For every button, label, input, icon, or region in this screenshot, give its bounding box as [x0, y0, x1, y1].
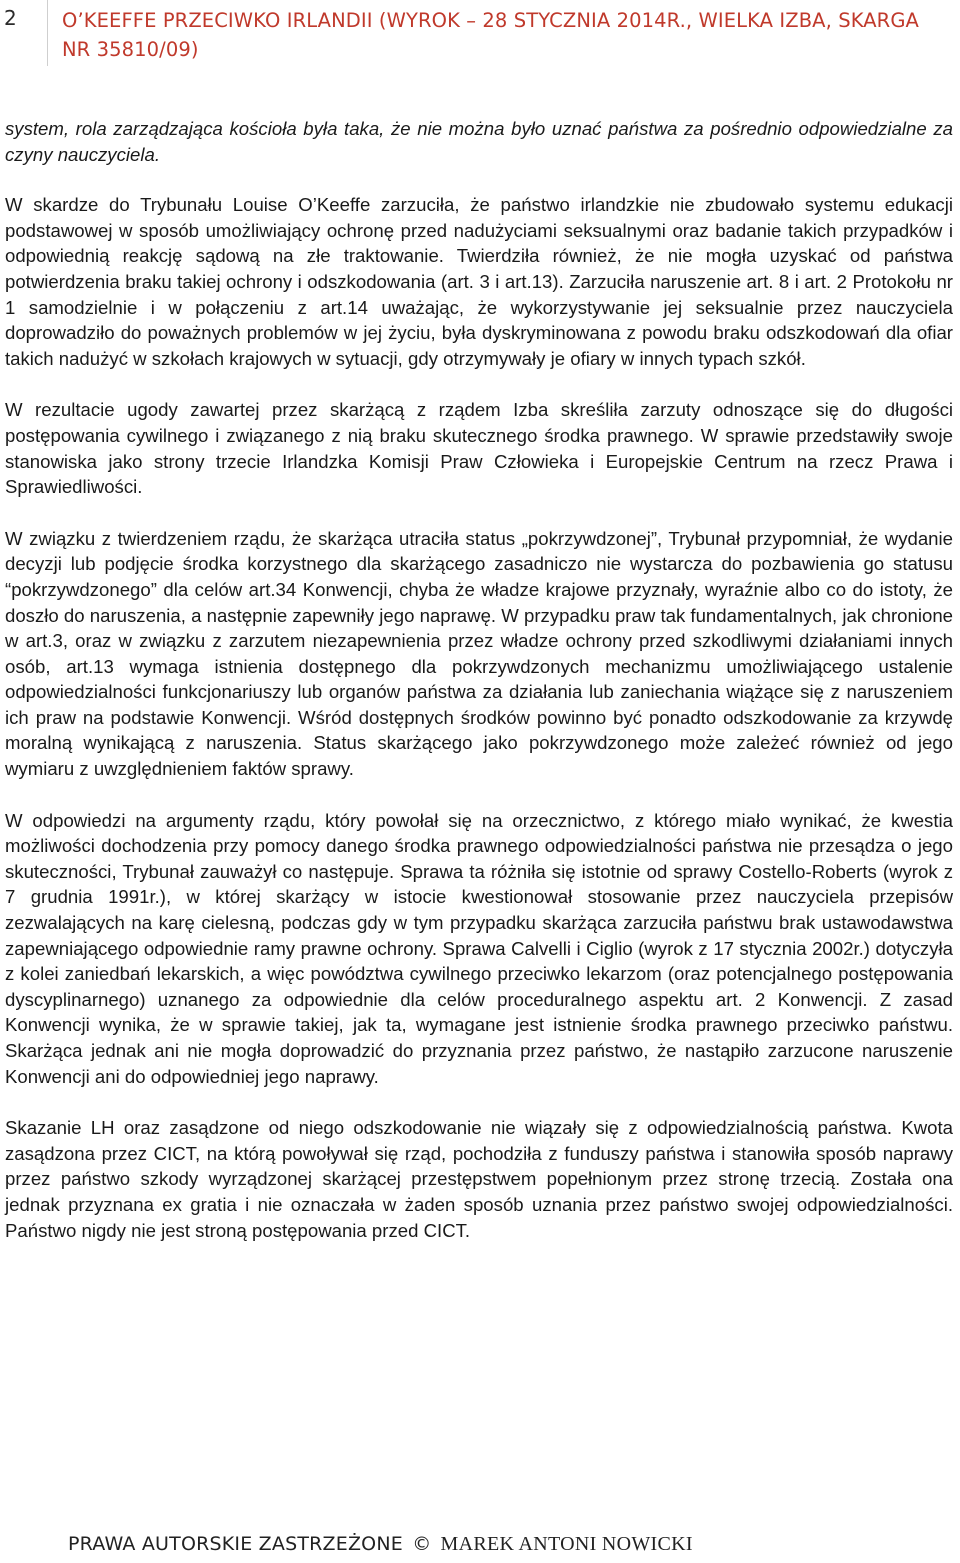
document-body: [5, 116, 953, 1269]
paragraph: system, rola zarządzająca kościoła była taka, że nie można było uznać państwa za pośrednio odpowiedzialne za czyny nauczyciela.: [5, 118, 953, 165]
page-header: [0, 0, 960, 70]
paragraph: W rezultacie ugody zawartej przez skarżącą z rządem Izba skreśliła zarzuty odnoszące się do długości postępowania cywilnego i związanego z nią braku skutecznego środka prawnego. W sprawie przedstawiły swoje stanowiska jako strony trzecie Irlandzka Komisji Praw Człowieka i Europejskie Centrum na rzecz Prawa i Sprawiedliwości.: [5, 399, 953, 498]
page-footer: [68, 1533, 948, 1563]
paragraph: W związku z twierdzeniem rządu, że skarżąca utraciła status „pokrzywdzonej”, Trybunał przypomniał, że wydanie decyzji lub podjęcie środka korzystnego dla skarżącego zasadniczo nie wystarcza do pozbawienia go statusu “pokrzywdzonego” dla celów art.34 Konwencji, chyba że władze krajowe przyznały, wyraźnie albo co do istoty, że doszło do naruszenia, a następnie zapewniły jego naprawę. W przypadku praw tak fundamentalnych, jak chronione w art.3, oraz w związku z zarzutem niezapewnienia przez władze ochrony przed szkodliwymi działaniami innych osób, art.13 wymaga istnienia dostępnego dla pokrzywdzonych mechanizmu umożliwiającego ustalenie odpowiedzialności funkcjonariuszy lub organów państwa za działania lub zaniechania wiążące się z naruszeniem ich praw na podstawie Konwencji. Wśród dostępnych środków powinno być ponadto odszkodowanie za krzywdę moralną wynikającą z naruszenia. Status skarżącego jako pokrzywdzonego może zależeć również od jego wymiaru z uwzględnieniem faktów sprawy.: [5, 527, 953, 780]
paragraph: W skardze do Trybunału Louise O’Keeffe zarzuciła, że państwo irlandzkie nie zbudowało systemu edukacji podstawowej w sposób umożliwiający ochronę przed nadużyciami seksualnymi oraz badanie takich przypadków i odpowiednią reakcję sądową na złe traktowanie. Twierdziła również, że nie mogła uzyskać od państwa potwierdzenia braku takiej ochrony i odszkodowania (art. 3 i art.13). Zarzuciła naruszenie art. 8 i art. 2 Protokołu nr 1 samodzielnie i w połączeniu z art.14 uważając, że wykorzystywanie jej seksualnie przez nauczyciela doprowadziło do poważnych problemów w jej życiu, była dyskryminowana z powodu braku odszkodowań dla ofiar takich nadużyć w szkołach krajowych w sytuacji, gdy otrzymywały je ofiary w innych typach szkół.: [5, 194, 953, 369]
author-name: MAREK ANTONI NOWICKI: [440, 1533, 693, 1555]
copyright-symbol: ©: [412, 1533, 432, 1555]
header-divider: [47, 0, 48, 66]
paragraph: Skazanie LH oraz zasądzone od niego odszkodowanie nie wiązały się z odpowiedzialnością państwa. Kwota zasądzona przez CICT, na którą powoływał się rząd, pochodziła z funduszy państwa i stanowiła sposób naprawy przez państwo szkody wyrządzonej skarżącej przestępstwem popełnionym przez stronę trzecią. Została ona jednak przyznana ex gratia i nie oznaczała w żaden sposób uznania przez państwo swojej odpowiedzialności. Państwo nigdy nie jest stroną postępowania przed CICT.: [5, 1117, 953, 1241]
copyright-notice: PRAWA AUTORSKIE ZASTRZEŻONE: [68, 1533, 403, 1555]
page-number: 2: [4, 6, 17, 30]
paragraph: W odpowiedzi na argumenty rządu, który powołał się na orzecznictwo, z którego miało wynikać, że kwestia możliwości dochodzenia przy pomocy danego środka prawnego odpowiedzialności państwa nie przesądza o jego skuteczności, Trybunał zauważył co następuje. Sprawa ta różniła się istotnie od sprawy Costello-Roberts (wyrok z 7 grudnia 1991r.), w której skarżący w istocie kwestionował stosowanie przez nauczyciela przepisów zezwalających na karę cielesną, podczas gdy w tym przypadku skarżąca zarzuciła państwu brak ustawodawstwa zapewniającego odpowiednie ramy prawne ochrony. Sprawa Calvelli i Ciglio (wyrok z 17 stycznia 2002r.) dotyczyła z kolei zaniedbań lekarskich, a więc powództwa cywilnego przeciwko lekarzom (oraz potencjalnego postępowania dyscyplinarnego) uznanego za odpowiednie dla celów proceduralnego aspektu art. 2 Konwencji. Z zasad Konwencji wynika, że w sprawie takiej, jak ta, wymagane jest istnienie środka prawnego przeciwko państwu. Skarżąca jednak ani nie mogła doprowadzić do przyznania przez państwo, że nastąpiło zarzucone naruszenie Konwencji ani do odpowiedniej jego naprawy.: [5, 809, 953, 1087]
document-title: O’KEEFFE PRZECIWKO IRLANDII (WYROK – 28 STYCZNIA 2014R., WIELKA IZBA, SKARGA NR 35810/09): [62, 9, 919, 61]
